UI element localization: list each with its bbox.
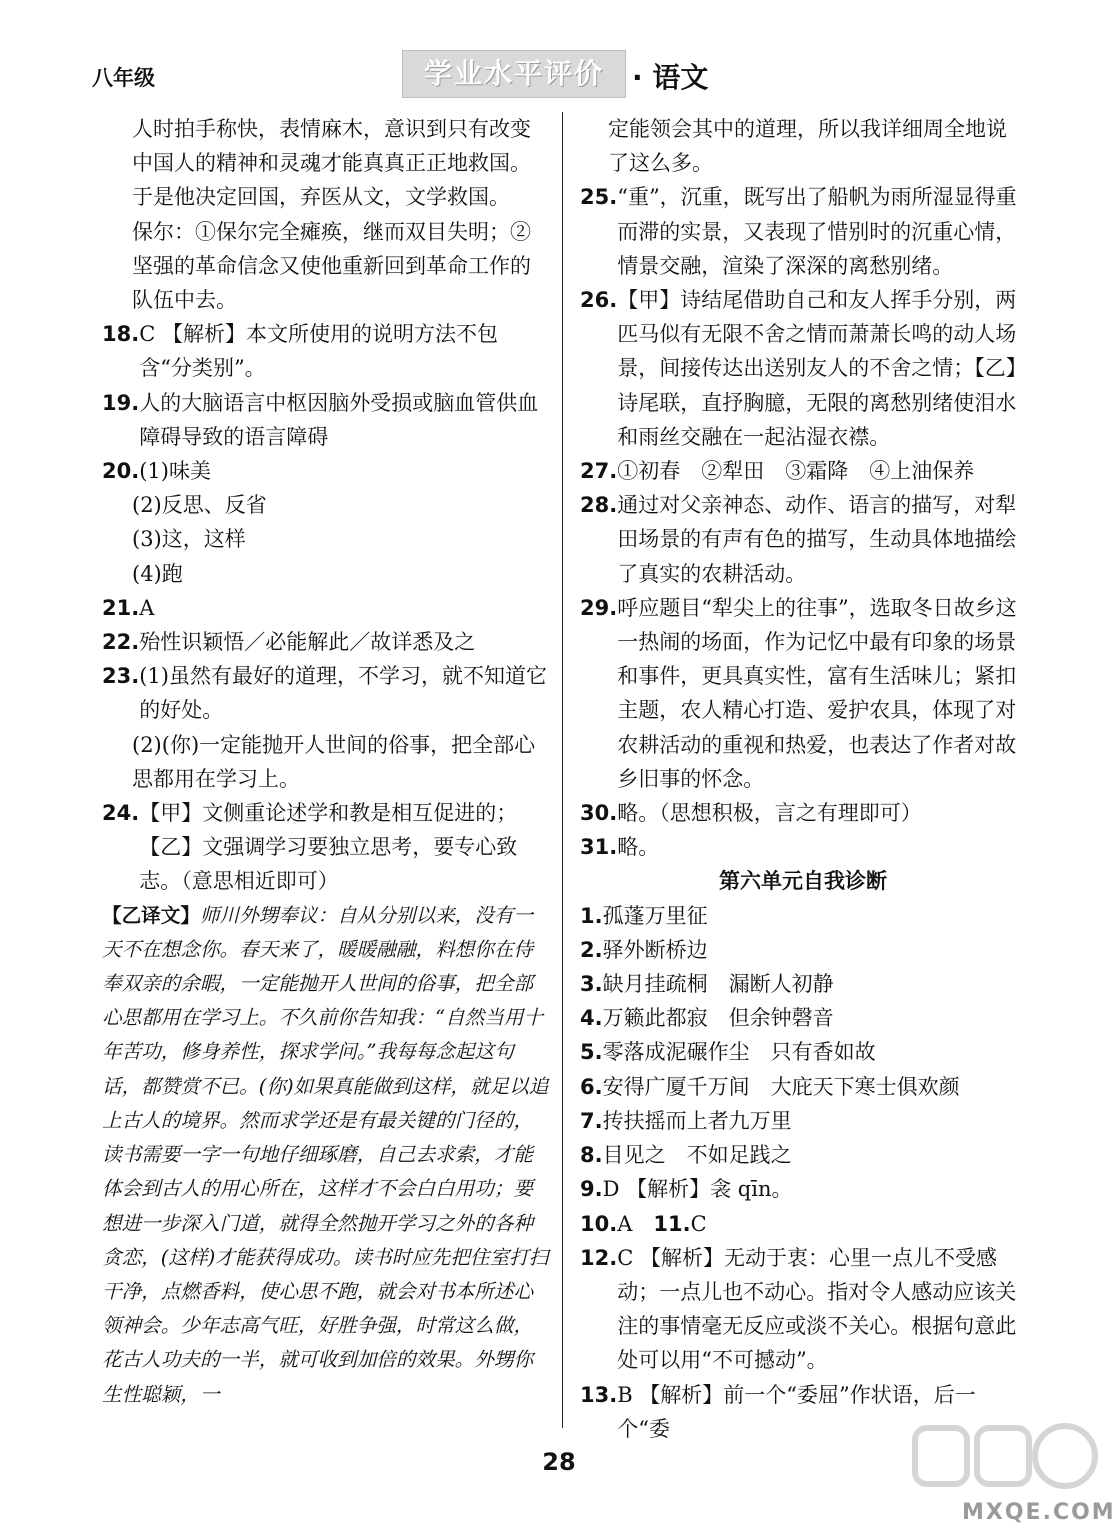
answer-text: 万籁此都寂 但余钟磬音 <box>602 1006 834 1031</box>
answer-text: 孤蓬万里征 <box>602 903 708 928</box>
unit6-answer-7 <box>580 1104 1026 1138</box>
answer-31 <box>580 830 1026 864</box>
answer-27 <box>580 454 1026 488</box>
answer-text: A <box>617 1211 654 1236</box>
translation-tag: 【乙译文】 <box>102 903 200 927</box>
answer-text: (1)虽然有最好的道理，不学习，就不知道它的好处。 <box>139 664 547 723</box>
answer-29 <box>580 591 1026 796</box>
continued-answer-text-2: 保尔：①保尔完全瘫痪，继而双目失明；②坚强的革命信念又使他重新回到革命工作的队伍中去。 <box>132 219 531 313</box>
answer-21 <box>102 591 550 625</box>
answer-20-part-4: (4)跑 <box>132 561 183 586</box>
answer-text: (1)味美 <box>139 459 211 484</box>
answer-26 <box>580 283 1026 454</box>
answer-number: 3. <box>580 972 603 997</box>
unit6-answer-8 <box>580 1138 1026 1172</box>
answer-28 <box>580 488 1026 591</box>
answer-text: 殆性识颖悟／必能解此／故详悉及之 <box>139 630 476 655</box>
answer-text: C 【解析】本文所使用的说明方法不包含“分类别”。 <box>139 322 498 381</box>
answer-text: 缺月挂疏桐 漏断人初静 <box>602 972 834 997</box>
answer-23-part-2: (2)(你)一定能抛开人世间的俗事，把全部心思都用在学习上。 <box>132 732 536 791</box>
answer-text: “重”，沉重，既写出了船帆为雨所湿显得重而滞的实景，又表现了惜别时的沉重心情，情景交融，渲染了深深的离愁别绪。 <box>617 185 1017 278</box>
answer-30 <box>580 796 1026 830</box>
answer-number: 7. <box>580 1108 603 1133</box>
answer-text: 人的大脑语言中枢因脑外受损或脑血管供血障碍导致的语言障碍 <box>139 390 539 449</box>
answer-text: 安得广厦千万间 大庇天下寒士俱欢颜 <box>602 1074 960 1099</box>
answer-number: 23. <box>102 664 140 689</box>
answer-number: 12. <box>580 1245 618 1270</box>
answer-text: 驿外断桥边 <box>602 937 708 962</box>
left-column <box>102 112 550 1412</box>
answer-number: 5. <box>580 1040 603 1065</box>
answer-number: 10. <box>580 1211 618 1236</box>
answer-number: 2. <box>580 937 603 962</box>
answer-number: 9. <box>580 1177 603 1202</box>
answer-23 <box>102 659 550 727</box>
answer-24 <box>102 796 550 899</box>
answer-25 <box>580 180 1026 283</box>
answer-text: ①初春 ②犁田 ③霜降 ④上油保养 <box>617 459 975 484</box>
answer-18 <box>102 317 550 385</box>
answer-text: 【甲】文侧重论述学和教是相互促进的；【乙】文强调学习要独立思考，要专心致志。（意思相近即可） <box>139 801 518 894</box>
section-title: 第六单元自我诊断 <box>719 869 887 894</box>
answer-20-part-3: (3)这，这样 <box>132 527 246 552</box>
answer-text: 呼应题目“犁尖上的往事”，选取冬日故乡这一热闹的场面，作为记忆中最有印象的场景和事件，更具真实性，富有生活味儿；紧扣主题，农人精心打造、爱护农具，体现了对农耕活动的重视和热爱，也表达了作者对故乡旧事的怀念。 <box>617 595 1017 791</box>
answer-number: 24. <box>102 801 140 826</box>
answer-text: 【甲】诗结尾借助自己和友人挥手分别，两匹马似有无限不舍之情而萧萧长鸣的动人场景，间接传达出送别友人的不舍之情；【乙】诗尾联，直抒胸臆，无限的离愁别绪使泪水和雨丝交融在一起沾湿衣襟。 <box>617 288 1017 449</box>
answer-number: 22. <box>102 630 140 655</box>
answer-number: 20. <box>102 459 140 484</box>
answer-text: 目见之 不如足践之 <box>602 1143 792 1168</box>
answer-20-part-2: (2)反思、反省 <box>132 493 267 518</box>
answer-text: 略。 <box>617 835 660 860</box>
unit6-answer-3 <box>580 967 1026 1001</box>
answer-number: 27. <box>580 459 618 484</box>
answer-text: B 【解析】前一个“委屈”作状语，后一个“委 <box>617 1382 976 1441</box>
answer-number: 11. <box>653 1211 691 1236</box>
unit6-answer-12 <box>580 1241 1026 1378</box>
unit6-answer-4 <box>580 1001 1026 1035</box>
answer-20 <box>102 454 550 488</box>
answer-number: 4. <box>580 1006 603 1031</box>
unit6-answer-2 <box>580 933 1026 967</box>
answer-text: 抟扶摇而上者九万里 <box>602 1108 792 1133</box>
continued-translation-text: 定能领会其中的道理，所以我详细周全地说了这么多。 <box>608 117 1007 176</box>
translation-text: 师川外甥奉议：自从分别以来，没有一天不在想念你。春天来了，暖暖融融，料想你在侍奉双亲的余暇，一定能抛开人世间的俗事，把全部心思都用在学习上。不久前你告知我：“自然当用十年苦功，修身养性，探求学问。”我每每念起这句话，都赞赏不已。(你)如果真能做到这样，就足以追上古人的境界。然而求学还是有最关键的门径的，读书需要一字一句地仔细琢磨，自己去求索，才能体会到古人的用心所在，这样才不会白白用功；要想进一步深入门道，就得全然抛开学习之外的各种贪恋，(这样)才能获得成功。读书时应先把住室打扫干净，点燃香料，使心思不跑，就会对书本所述心领神会。少年志高气旺，好胜争强，时常这么做，花古人功夫的一半，就可收到加倍的效果。外甥你生性聪颖，一 <box>102 903 549 1406</box>
unit6-answer-9 <box>580 1172 1026 1206</box>
answer-number: 30. <box>580 801 618 826</box>
book-title-banner: 学业水平评价 <box>402 50 626 98</box>
answer-number: 26. <box>580 288 618 313</box>
answer-text: C <box>690 1211 707 1236</box>
answer-number: 1. <box>580 903 603 928</box>
answer-number: 25. <box>580 185 618 210</box>
continued-answer-text: 人时拍手称快，表情麻木，意识到只有改变中国人的精神和灵魂才能真真正正地救国。于是他决定回国，弃医从文，文学救国。 <box>132 117 531 210</box>
watermark-text: MXQE.COM <box>962 1500 1116 1525</box>
answer-number: 6. <box>580 1074 603 1099</box>
answer-text: 通过对父亲神态、动作、语言的描写，对犁田场景的有声有色的描写，生动具体地描绘了真实的农耕活动。 <box>617 493 1017 586</box>
answer-text: A <box>139 595 155 620</box>
page-number: 28 <box>542 1448 576 1476</box>
unit6-answer-5 <box>580 1035 1026 1069</box>
answer-number: 19. <box>102 390 140 415</box>
subject-label: · 语文 <box>632 61 709 94</box>
unit6-answer-10-11 <box>580 1207 1026 1241</box>
answer-number: 28. <box>580 493 618 518</box>
answer-19 <box>102 386 550 454</box>
answer-number: 13. <box>580 1382 618 1407</box>
answer-number: 29. <box>580 595 618 620</box>
page-header <box>0 0 1118 110</box>
answer-text: 零落成泥碾作尘 只有香如故 <box>602 1040 876 1065</box>
answer-text: D 【解析】衾 qīn。 <box>602 1177 793 1202</box>
answer-text: C 【解析】无动于衷：心里一点儿不受感动；一点儿也不动心。指对令人感动应该关注的事情毫无反应或淡不关心。根据句意此处可以用“不可撼动”。 <box>617 1245 1017 1373</box>
answer-text: 略。（思想积极，言之有理即可） <box>617 801 922 826</box>
answer-number: 31. <box>580 835 618 860</box>
answer-number: 18. <box>102 322 140 347</box>
unit6-answer-6 <box>580 1070 1026 1104</box>
answer-number: 21. <box>102 595 140 620</box>
unit6-answer-1 <box>580 899 1026 933</box>
right-column <box>580 112 1026 1446</box>
column-divider <box>562 112 563 1428</box>
answer-22 <box>102 625 550 659</box>
grade-label: 八年级 <box>92 66 155 90</box>
translation-block <box>102 899 550 1412</box>
answer-number: 8. <box>580 1143 603 1168</box>
